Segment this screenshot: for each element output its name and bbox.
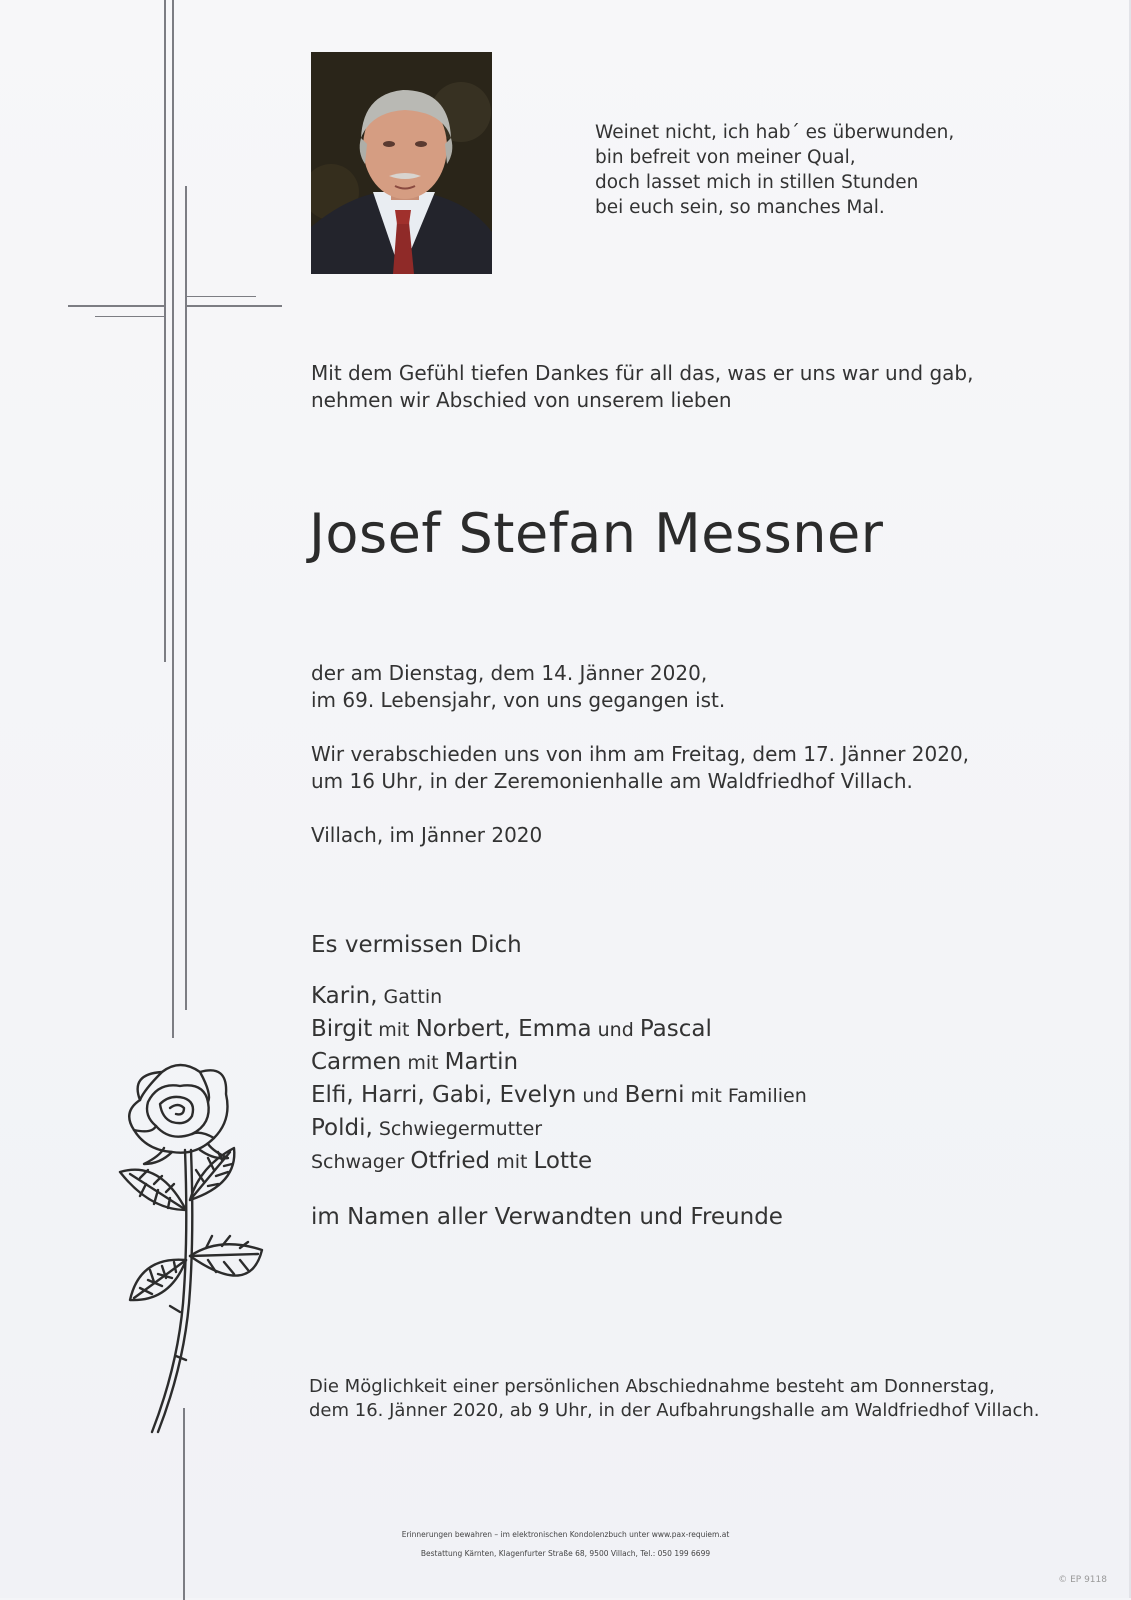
- death-line: der am Dienstag, dem 14. Jänner 2020,: [311, 661, 708, 685]
- intro-line: Mit dem Gefühl tiefen Dankes für all das, was er uns war und gab,: [311, 361, 974, 385]
- funeral-info: [311, 741, 969, 795]
- mourner-relation: mit: [401, 1052, 445, 1074]
- mourner-name: Carmen: [311, 1049, 402, 1075]
- rose-icon: [100, 1060, 290, 1440]
- mourner-relation: und: [591, 1019, 640, 1041]
- mourner-name: Otfried: [410, 1148, 491, 1174]
- intro-text: [311, 360, 973, 414]
- document-code: © EP 9118: [1058, 1575, 1107, 1585]
- mourner-relation: mit Familien: [684, 1085, 807, 1107]
- mourner-name: Elfi, Harri, Gabi, Evelyn: [311, 1082, 577, 1108]
- mourner-row: [311, 1145, 807, 1178]
- portrait-photo-icon: [311, 52, 492, 274]
- funeral-line: Wir verabschieden uns von ihm am Freitag, dem 17. Jänner 2020,: [311, 742, 970, 766]
- footer-condolence: Erinnerungen bewahren – im elektronischen Kondolenzbuch unter www.pax-requiem.at: [401, 1530, 730, 1539]
- mourner-name: Lotte: [533, 1148, 593, 1174]
- intro-line: nehmen wir Abschied von unserem lieben: [311, 388, 732, 412]
- mourner-row: [311, 1013, 807, 1046]
- mourner-name: Birgit: [311, 1016, 373, 1042]
- mourner-relation: mit: [490, 1151, 534, 1173]
- mourner-name: Martin: [444, 1049, 519, 1075]
- mourner-relation: Gattin: [377, 986, 443, 1008]
- mourners-list: [311, 980, 807, 1178]
- poem-line: doch lasset mich in stillen Stunden: [595, 172, 919, 193]
- mourner-name: Berni: [624, 1082, 685, 1108]
- death-info: [311, 660, 725, 714]
- viewing-line: dem 16. Jänner 2020, ab 9 Uhr, in der Aufbahrungshalle am Waldfriedhof Villach.: [309, 1400, 1040, 1421]
- mourner-row: [311, 1079, 807, 1112]
- mourner-row: [311, 1046, 807, 1079]
- mourner-row: [311, 1112, 807, 1145]
- mourner-row: [311, 980, 807, 1013]
- death-line: im 69. Lebensjahr, von uns gegangen ist.: [311, 688, 726, 712]
- mourner-name: Pascal: [639, 1016, 712, 1042]
- deceased-name: Josef Stefan Messner: [309, 502, 884, 565]
- mourner-name: Norbert, Emma: [415, 1016, 592, 1042]
- mourner-name: Karin,: [311, 983, 378, 1009]
- mourner-relation: Schwager: [311, 1151, 411, 1173]
- poem-line: Weinet nicht, ich hab´ es überwunden,: [595, 122, 955, 143]
- mourner-relation: mit: [372, 1019, 416, 1041]
- footer-address: Bestattung Kärnten, Klagenfurter Straße 68, 9500 Villach, Tel.: 050 199 6699: [420, 1549, 711, 1558]
- place-date: Villach, im Jänner 2020: [311, 823, 543, 847]
- viewing-info: [309, 1375, 1040, 1423]
- mourners-heading: Es vermissen Dich: [311, 932, 522, 958]
- funeral-line: um 16 Uhr, in der Zeremonienhalle am Waldfriedhof Villach.: [311, 769, 913, 793]
- mourner-name: Poldi,: [311, 1115, 373, 1141]
- mourners-closing: im Namen aller Verwandten und Freunde: [311, 1204, 783, 1230]
- poem-line: bin befreit von meiner Qual,: [595, 147, 856, 168]
- mourner-relation: und: [576, 1085, 625, 1107]
- viewing-line: Die Möglichkeit einer persönlichen Abschiednahme besteht am Donnerstag,: [309, 1376, 995, 1397]
- mourner-relation: Schwiegermutter: [372, 1118, 543, 1140]
- poem: [595, 120, 954, 220]
- poem-line: bei euch sein, so manches Mal.: [595, 197, 885, 218]
